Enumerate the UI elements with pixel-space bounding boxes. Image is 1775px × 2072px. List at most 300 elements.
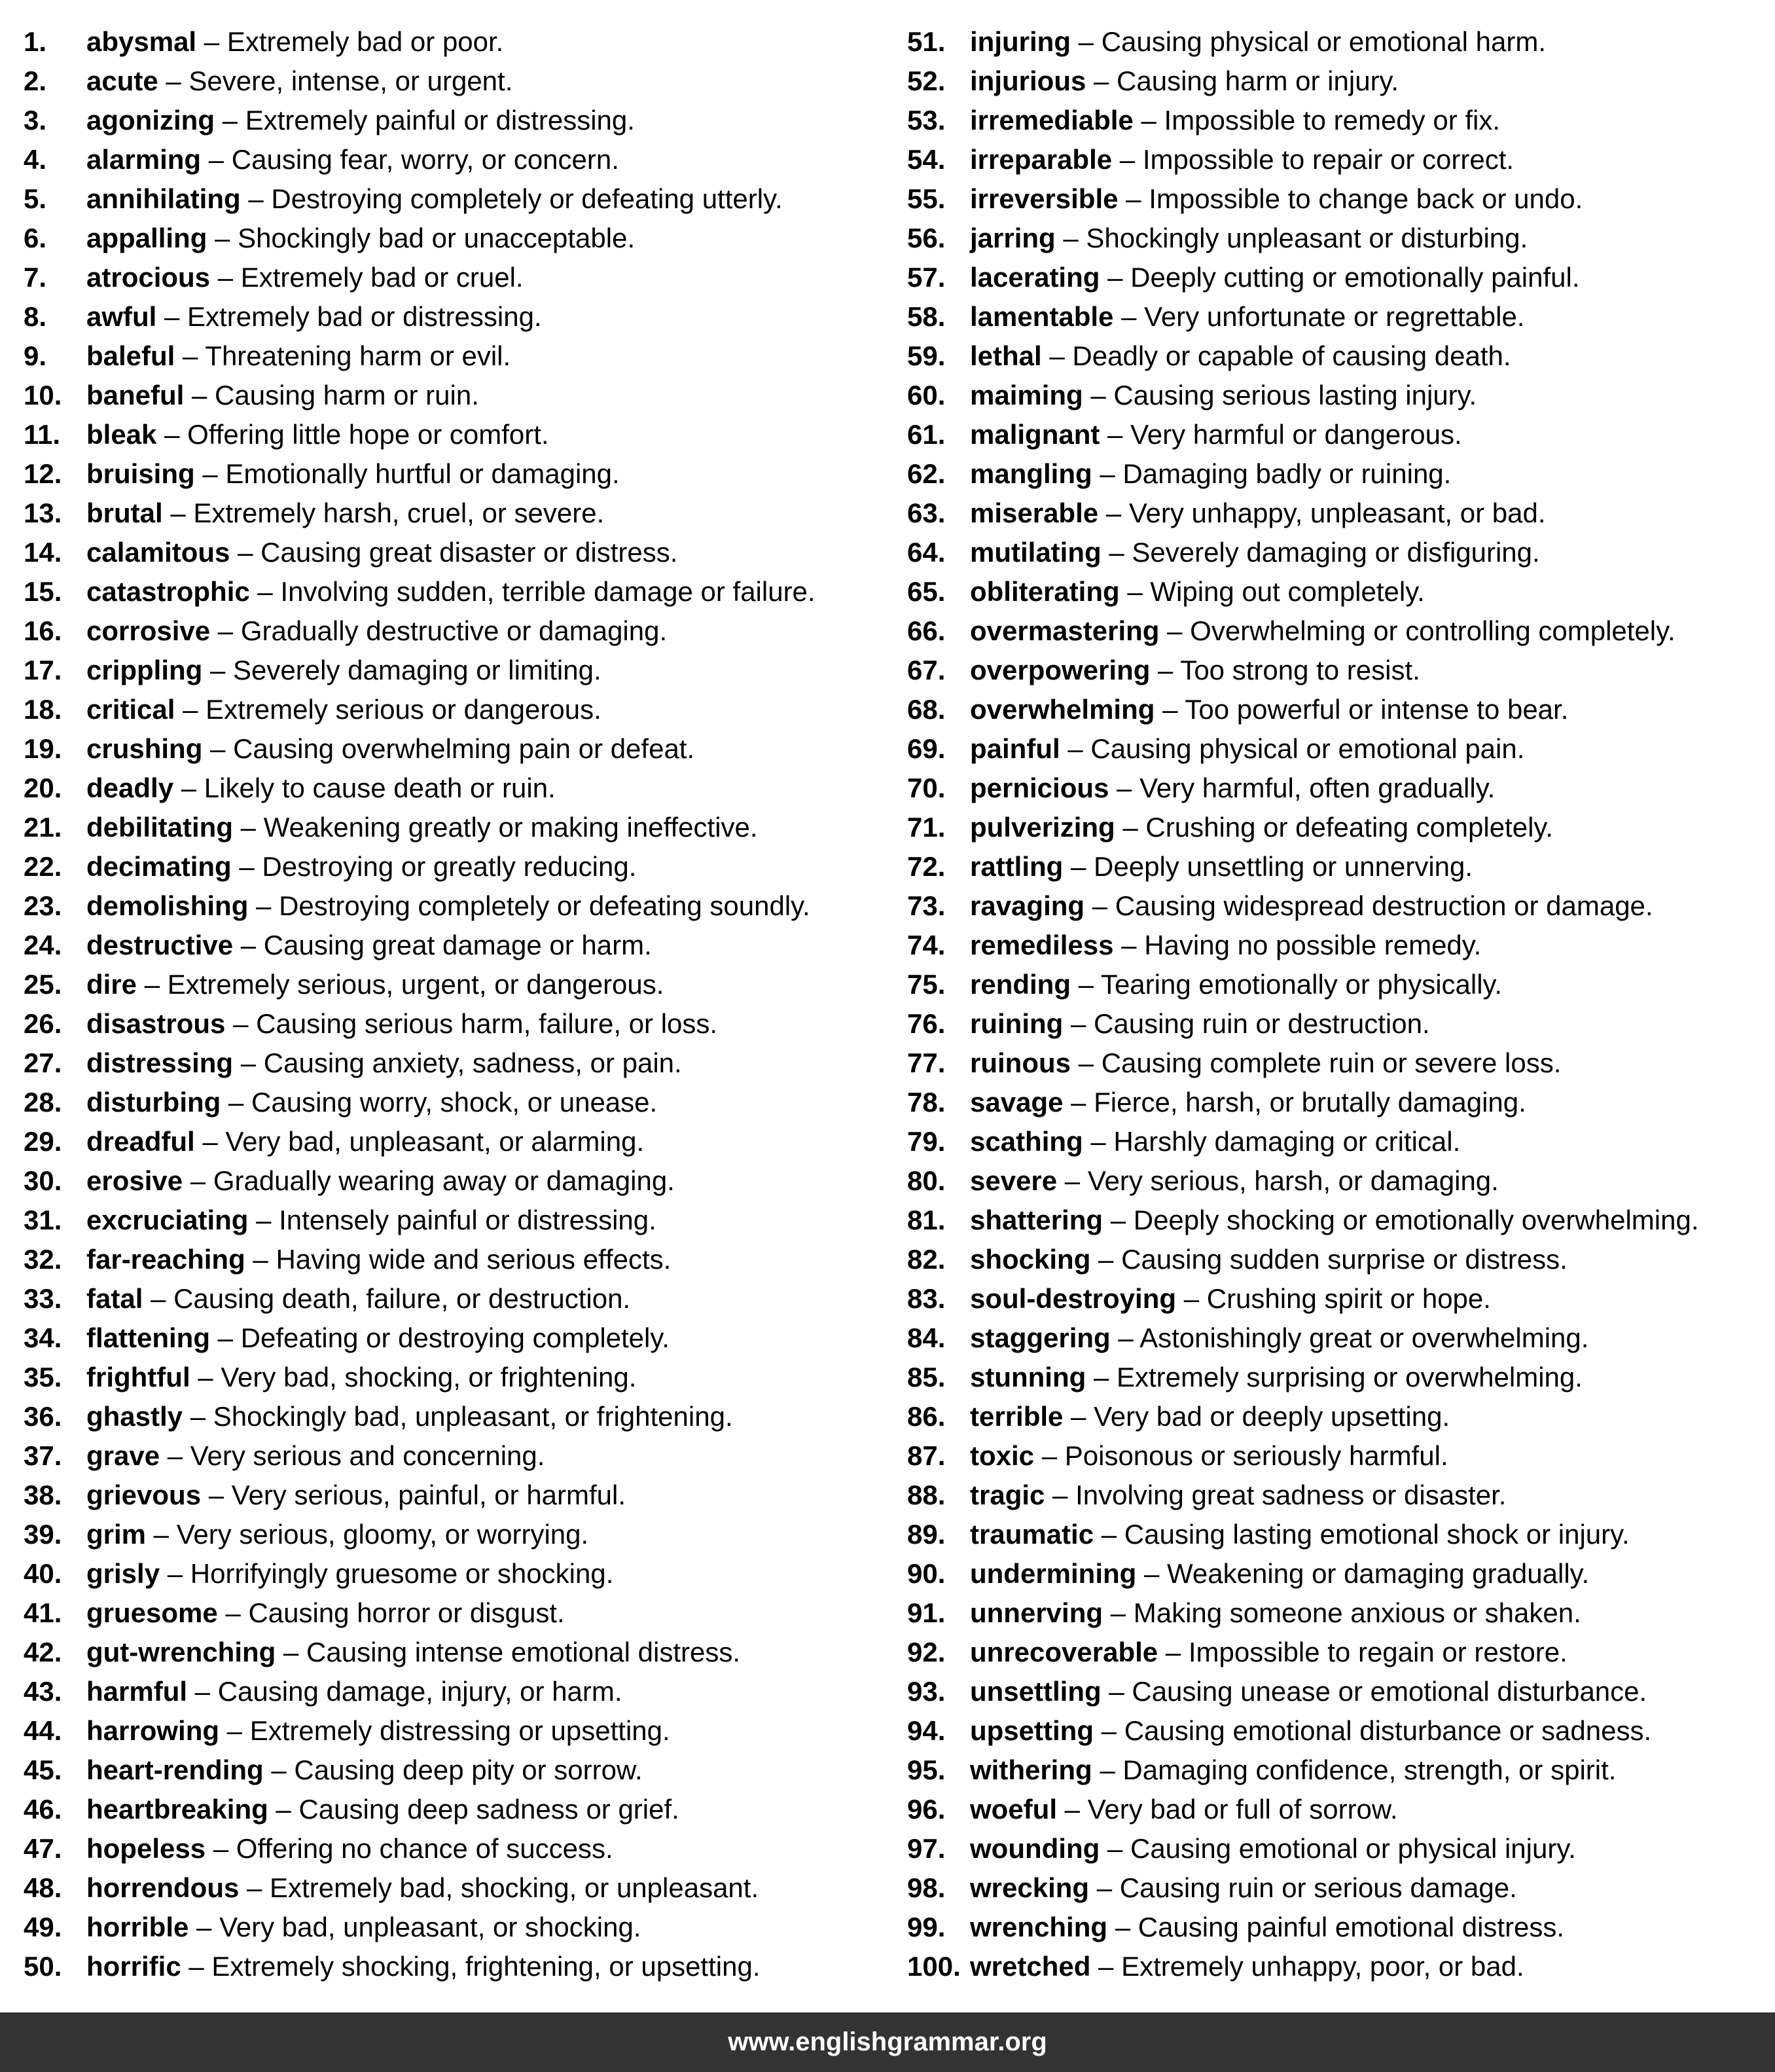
list-item <box>907 965 1765 1004</box>
list-item <box>24 336 894 376</box>
item-word: heart-rending <box>86 1754 264 1785</box>
item-text <box>970 336 1511 376</box>
list-item <box>24 1004 894 1044</box>
item-text <box>86 415 549 454</box>
list-item <box>24 1790 894 1829</box>
item-definition: Severely damaging or disfiguring. <box>1132 537 1540 568</box>
list-item <box>907 1790 1765 1829</box>
item-word: horrific <box>86 1951 181 1982</box>
item-word: woeful <box>970 1794 1057 1825</box>
item-text <box>970 847 1473 886</box>
list-item <box>907 533 1765 572</box>
item-number: 45. <box>24 1754 62 1785</box>
list-item <box>24 729 894 769</box>
item-word: flattening <box>86 1322 210 1353</box>
item-text <box>970 376 1477 415</box>
item-word: lacerating <box>970 262 1100 293</box>
item-definition: Emotionally hurtful or damaging. <box>225 458 620 489</box>
item-separator: – <box>1045 1480 1076 1510</box>
list-item <box>24 376 894 415</box>
item-separator: – <box>276 1637 307 1667</box>
item-number: 94. <box>907 1715 946 1746</box>
list-item <box>907 1829 1765 1868</box>
item-word: destructive <box>86 930 234 960</box>
item-separator: – <box>194 458 226 489</box>
item-separator: – <box>1057 1794 1088 1825</box>
item-word: demolishing <box>86 890 249 921</box>
item-definition: Causing physical or emotional harm. <box>1101 26 1547 57</box>
list-item <box>907 1122 1765 1161</box>
item-word: catastrophic <box>86 576 250 607</box>
item-definition: Causing emotional disturbance or sadness. <box>1124 1715 1652 1746</box>
item-definition: Deadly or capable of causing death. <box>1072 340 1511 371</box>
item-separator: – <box>1136 1558 1168 1589</box>
item-text <box>86 22 503 62</box>
list-item <box>24 808 894 847</box>
item-number: 30. <box>24 1165 62 1196</box>
item-separator: – <box>1100 1833 1130 1864</box>
item-number: 79. <box>907 1126 946 1157</box>
item-text <box>86 336 511 376</box>
item-number: 87. <box>907 1440 946 1471</box>
item-text <box>86 1554 613 1593</box>
list-item <box>24 1515 894 1554</box>
item-definition: Extremely bad or distressing. <box>187 301 542 332</box>
item-word: soul-destroying <box>970 1283 1177 1314</box>
item-separator: – <box>1098 498 1129 528</box>
item-separator: – <box>1100 262 1131 293</box>
item-number: 36. <box>24 1401 62 1432</box>
item-word: dreadful <box>86 1126 195 1157</box>
item-word: hopeless <box>86 1833 206 1864</box>
item-text <box>970 1436 1448 1476</box>
list-item <box>24 1868 894 1908</box>
item-word: crushing <box>86 733 203 764</box>
item-text <box>86 179 783 219</box>
item-definition: Extremely bad or cruel. <box>240 262 524 293</box>
item-number: 93. <box>907 1676 946 1707</box>
item-definition: Extremely serious or dangerous. <box>206 694 601 725</box>
item-text <box>970 1868 1517 1908</box>
item-number: 58. <box>907 301 946 332</box>
item-number: 24. <box>24 930 62 960</box>
item-definition: Impossible to remedy or fix. <box>1164 105 1501 136</box>
item-text <box>86 258 524 297</box>
item-number: 80. <box>907 1165 946 1196</box>
item-definition: Causing worry, shock, or unease. <box>251 1087 658 1118</box>
item-word: acute <box>86 65 158 96</box>
item-number: 50. <box>24 1951 62 1982</box>
item-number: 55. <box>907 183 946 214</box>
list-item <box>907 1358 1765 1397</box>
item-definition: Too powerful or intense to bear. <box>1185 694 1569 725</box>
item-text <box>970 965 1502 1004</box>
item-number: 59. <box>907 340 946 371</box>
item-word: savage <box>970 1087 1064 1118</box>
item-text <box>970 1947 1524 1986</box>
item-separator: – <box>183 1401 213 1432</box>
item-separator: – <box>201 144 232 175</box>
item-text <box>86 1751 643 1790</box>
item-number: 12. <box>24 458 62 489</box>
item-text <box>970 1790 1398 1829</box>
item-separator: – <box>160 1558 190 1589</box>
item-word: wounding <box>970 1833 1100 1864</box>
item-number: 21. <box>24 812 62 843</box>
item-separator: – <box>175 340 206 371</box>
item-word: calamitous <box>86 537 230 568</box>
item-separator: – <box>1041 340 1073 371</box>
item-separator: – <box>1093 1715 1124 1746</box>
item-number: 31. <box>24 1205 62 1235</box>
item-word: scathing <box>970 1126 1083 1157</box>
item-number: 37. <box>24 1440 62 1471</box>
item-word: erosive <box>86 1165 183 1196</box>
item-separator: – <box>1150 655 1181 685</box>
item-separator: – <box>245 1244 276 1275</box>
item-text <box>86 1044 682 1083</box>
item-separator: – <box>1155 694 1185 725</box>
item-separator: – <box>1063 851 1094 882</box>
item-number: 74. <box>907 930 946 960</box>
list-item <box>907 1711 1765 1751</box>
word-list-left-column <box>24 22 894 1986</box>
item-number: 34. <box>24 1322 62 1353</box>
item-definition: Destroying or greatly reducing. <box>262 851 637 882</box>
item-definition: Damaging badly or ruining. <box>1122 458 1452 489</box>
item-text <box>970 769 1495 808</box>
item-separator: – <box>194 1126 226 1157</box>
item-number: 69. <box>907 733 946 764</box>
list-item <box>24 651 894 690</box>
item-word: heartbreaking <box>86 1794 268 1825</box>
item-definition: Weakening or damaging gradually. <box>1167 1558 1590 1589</box>
item-text <box>970 1554 1589 1593</box>
list-item <box>907 847 1765 886</box>
item-number: 18. <box>24 694 62 725</box>
item-text <box>970 1672 1647 1711</box>
list-item <box>907 258 1765 297</box>
item-word: debilitating <box>86 812 233 843</box>
item-word: baleful <box>86 340 175 371</box>
item-number: 25. <box>24 969 62 1000</box>
item-definition: Tearing emotionally or physically. <box>1100 969 1503 1000</box>
item-separator: – <box>1109 772 1140 803</box>
list-item <box>907 454 1765 494</box>
item-word: maiming <box>970 380 1083 410</box>
item-word: appalling <box>86 223 207 253</box>
item-word: pernicious <box>970 772 1109 803</box>
list-item <box>907 1672 1765 1711</box>
item-separator: – <box>1159 615 1191 646</box>
item-definition: Causing physical or emotional pain. <box>1090 733 1525 764</box>
item-text <box>86 1161 675 1201</box>
item-definition: Too strong to resist. <box>1180 655 1420 685</box>
item-definition: Very bad, shocking, or frightening. <box>221 1362 637 1392</box>
item-text <box>86 1593 565 1633</box>
item-separator: – <box>1060 733 1091 764</box>
item-separator: – <box>1092 458 1123 489</box>
list-item <box>907 1044 1765 1083</box>
list-item <box>24 1397 894 1436</box>
item-number: 54. <box>907 144 946 175</box>
item-word: malignant <box>970 419 1100 450</box>
item-word: irreparable <box>970 144 1113 175</box>
item-word: toxic <box>970 1440 1035 1471</box>
item-text <box>970 1279 1491 1318</box>
list-item <box>907 101 1765 140</box>
item-text <box>86 62 512 101</box>
list-item <box>907 62 1765 101</box>
item-number: 5. <box>24 183 47 214</box>
item-word: brutal <box>86 498 163 528</box>
item-number: 60. <box>907 380 946 410</box>
item-separator: – <box>184 380 215 410</box>
item-text <box>970 219 1528 258</box>
item-separator: – <box>233 1047 264 1078</box>
item-number: 97. <box>907 1833 946 1864</box>
item-separator: – <box>1100 419 1131 450</box>
item-text <box>86 101 635 140</box>
item-separator: – <box>137 969 168 1000</box>
item-definition: Impossible to change back or undo. <box>1149 183 1583 214</box>
item-separator: – <box>1063 1401 1094 1432</box>
list-item <box>907 808 1765 847</box>
item-number: 98. <box>907 1872 946 1903</box>
item-separator: – <box>160 1440 190 1471</box>
item-definition: Shockingly bad, unpleasant, or frightening. <box>213 1401 733 1432</box>
item-word: terrible <box>970 1401 1064 1432</box>
item-definition: Severe, intense, or urgent. <box>188 65 513 96</box>
item-separator: – <box>263 1754 295 1785</box>
item-word: rending <box>970 969 1071 1000</box>
item-number: 47. <box>24 1833 62 1864</box>
item-word: harrowing <box>86 1715 220 1746</box>
item-definition: Causing death, failure, or destruction. <box>173 1283 631 1314</box>
item-definition: Causing deep pity or sorrow. <box>294 1754 643 1785</box>
item-text <box>970 494 1546 533</box>
item-number: 95. <box>907 1754 946 1785</box>
item-number: 40. <box>24 1558 62 1589</box>
item-definition: Causing serious lasting injury. <box>1113 380 1477 410</box>
item-definition: Involving great sadness or disaster. <box>1075 1480 1507 1510</box>
item-separator: – <box>181 1951 212 1982</box>
item-text <box>86 808 758 847</box>
item-number: 44. <box>24 1715 62 1746</box>
item-separator: – <box>1055 223 1086 253</box>
item-word: horrible <box>86 1912 189 1942</box>
item-number: 1. <box>24 26 47 57</box>
list-item <box>24 926 894 965</box>
footer-url-link[interactable]: www.englishgrammar.org <box>728 2027 1047 2056</box>
item-number: 3. <box>24 105 47 136</box>
list-item <box>907 1240 1765 1279</box>
item-separator: – <box>210 615 241 646</box>
item-text <box>86 847 636 886</box>
item-word: decimating <box>86 851 232 882</box>
item-number: 66. <box>907 615 946 646</box>
item-number: 56. <box>907 223 946 253</box>
item-number: 28. <box>24 1087 62 1118</box>
item-word: wrecking <box>970 1872 1090 1903</box>
item-word: traumatic <box>970 1519 1094 1550</box>
list-item <box>24 22 894 62</box>
list-item <box>24 1436 894 1476</box>
item-word: pulverizing <box>970 812 1115 843</box>
item-separator: – <box>146 1519 177 1550</box>
item-word: distressing <box>86 1047 234 1078</box>
item-text <box>970 1318 1588 1358</box>
item-definition: Causing serious harm, failure, or loss. <box>256 1008 718 1039</box>
item-text <box>86 297 542 336</box>
item-separator: – <box>225 1008 257 1039</box>
item-text <box>86 611 667 651</box>
item-word: gut-wrenching <box>86 1637 276 1667</box>
item-text <box>86 965 664 1004</box>
item-text <box>970 690 1568 729</box>
item-number: 63. <box>907 498 946 528</box>
item-definition: Extremely bad or poor. <box>226 26 504 57</box>
list-item <box>24 1044 894 1083</box>
item-definition: Very serious, gloomy, or worrying. <box>176 1519 589 1550</box>
item-number: 90. <box>907 1558 946 1589</box>
item-separator: – <box>1085 890 1115 921</box>
item-text <box>970 886 1653 926</box>
item-text <box>86 1868 759 1908</box>
item-text <box>86 1829 613 1868</box>
item-text <box>86 1711 670 1751</box>
item-definition: Gradually wearing away or damaging. <box>213 1165 675 1196</box>
item-text <box>86 140 619 179</box>
item-definition: Very serious and concerning. <box>190 1440 545 1471</box>
item-text <box>86 219 635 258</box>
item-definition: Causing intense emotional distress. <box>306 1637 741 1667</box>
item-separator: – <box>143 1283 174 1314</box>
item-definition: Crushing spirit or hope. <box>1206 1283 1491 1314</box>
list-item <box>907 336 1765 376</box>
item-number: 23. <box>24 890 62 921</box>
list-item <box>24 1476 894 1515</box>
list-item <box>907 415 1765 454</box>
item-text <box>86 1672 622 1711</box>
item-number: 81. <box>907 1205 946 1235</box>
item-separator: – <box>1103 1205 1134 1235</box>
item-separator: – <box>207 223 238 253</box>
item-word: baneful <box>86 380 185 410</box>
item-word: tragic <box>970 1480 1045 1510</box>
item-word: unrecoverable <box>970 1637 1158 1667</box>
item-separator: – <box>231 851 262 882</box>
list-item <box>907 611 1765 651</box>
item-definition: Causing great disaster or distress. <box>260 537 678 568</box>
item-definition: Extremely harsh, cruel, or severe. <box>193 498 605 528</box>
item-number: 38. <box>24 1480 62 1510</box>
item-separator: – <box>162 498 194 528</box>
item-number: 88. <box>907 1480 946 1510</box>
item-number: 85. <box>907 1362 946 1392</box>
item-definition: Deeply cutting or emotionally painful. <box>1130 262 1580 293</box>
item-number: 19. <box>24 733 62 764</box>
item-separator: – <box>1115 812 1146 843</box>
item-word: wrenching <box>970 1912 1108 1942</box>
list-item <box>24 886 894 926</box>
item-text <box>86 1436 545 1476</box>
item-number: 10. <box>24 380 62 410</box>
item-separator: – <box>1113 301 1145 332</box>
item-number: 8. <box>24 301 47 332</box>
item-text <box>86 1947 760 1986</box>
list-item <box>907 1751 1765 1790</box>
list-item <box>24 1672 894 1711</box>
item-number: 99. <box>907 1912 946 1942</box>
item-number: 42. <box>24 1637 62 1667</box>
list-item <box>907 1279 1765 1318</box>
item-separator: – <box>202 733 234 764</box>
item-separator: – <box>188 1912 220 1942</box>
item-number: 64. <box>907 537 946 568</box>
item-definition: Defeating or destroying completely. <box>240 1322 670 1353</box>
item-separator: – <box>1057 1165 1088 1196</box>
item-word: harmful <box>86 1676 188 1707</box>
list-item <box>24 454 894 494</box>
list-item <box>24 1947 894 1986</box>
item-number: 76. <box>907 1008 946 1039</box>
item-word: agonizing <box>86 105 215 136</box>
item-number: 2. <box>24 65 47 96</box>
item-separator: – <box>206 1833 236 1864</box>
item-text <box>970 297 1524 336</box>
item-word: shocking <box>970 1244 1091 1275</box>
item-number: 62. <box>907 458 946 489</box>
item-word: staggering <box>970 1322 1111 1353</box>
item-definition: Harshly damaging or critical. <box>1113 1126 1461 1157</box>
list-item <box>907 926 1765 965</box>
list-item <box>907 1633 1765 1672</box>
item-definition: Involving sudden, terrible damage or failure. <box>280 576 816 607</box>
item-text <box>970 140 1514 179</box>
list-item <box>907 769 1765 808</box>
item-word: grave <box>86 1440 160 1471</box>
item-word: injuring <box>970 26 1071 57</box>
list-item <box>24 1829 894 1868</box>
list-item <box>907 1318 1765 1358</box>
item-definition: Deeply unsettling or unnerving. <box>1094 851 1473 882</box>
item-text <box>970 729 1524 769</box>
item-separator: – <box>268 1794 299 1825</box>
item-separator: – <box>233 930 264 960</box>
item-text <box>970 808 1553 847</box>
item-word: jarring <box>970 223 1056 253</box>
item-definition: Astonishingly great or overwhelming. <box>1139 1322 1589 1353</box>
item-definition: Crushing or defeating completely. <box>1145 812 1553 843</box>
list-item <box>24 965 894 1004</box>
list-item <box>907 22 1765 62</box>
item-separator: – <box>1176 1283 1207 1314</box>
item-text <box>86 533 677 572</box>
item-separator: – <box>1090 1244 1122 1275</box>
item-word: painful <box>970 733 1060 764</box>
list-item <box>24 847 894 886</box>
item-word: ruinous <box>970 1047 1071 1078</box>
item-definition: Very harmful, often gradually. <box>1139 772 1496 803</box>
item-text <box>970 1083 1526 1122</box>
item-word: annihilating <box>86 183 241 214</box>
item-word: crippling <box>86 655 203 685</box>
item-text <box>86 1083 657 1122</box>
item-text <box>970 572 1425 611</box>
item-number: 91. <box>907 1597 946 1628</box>
item-definition: Impossible to regain or restore. <box>1188 1637 1568 1667</box>
